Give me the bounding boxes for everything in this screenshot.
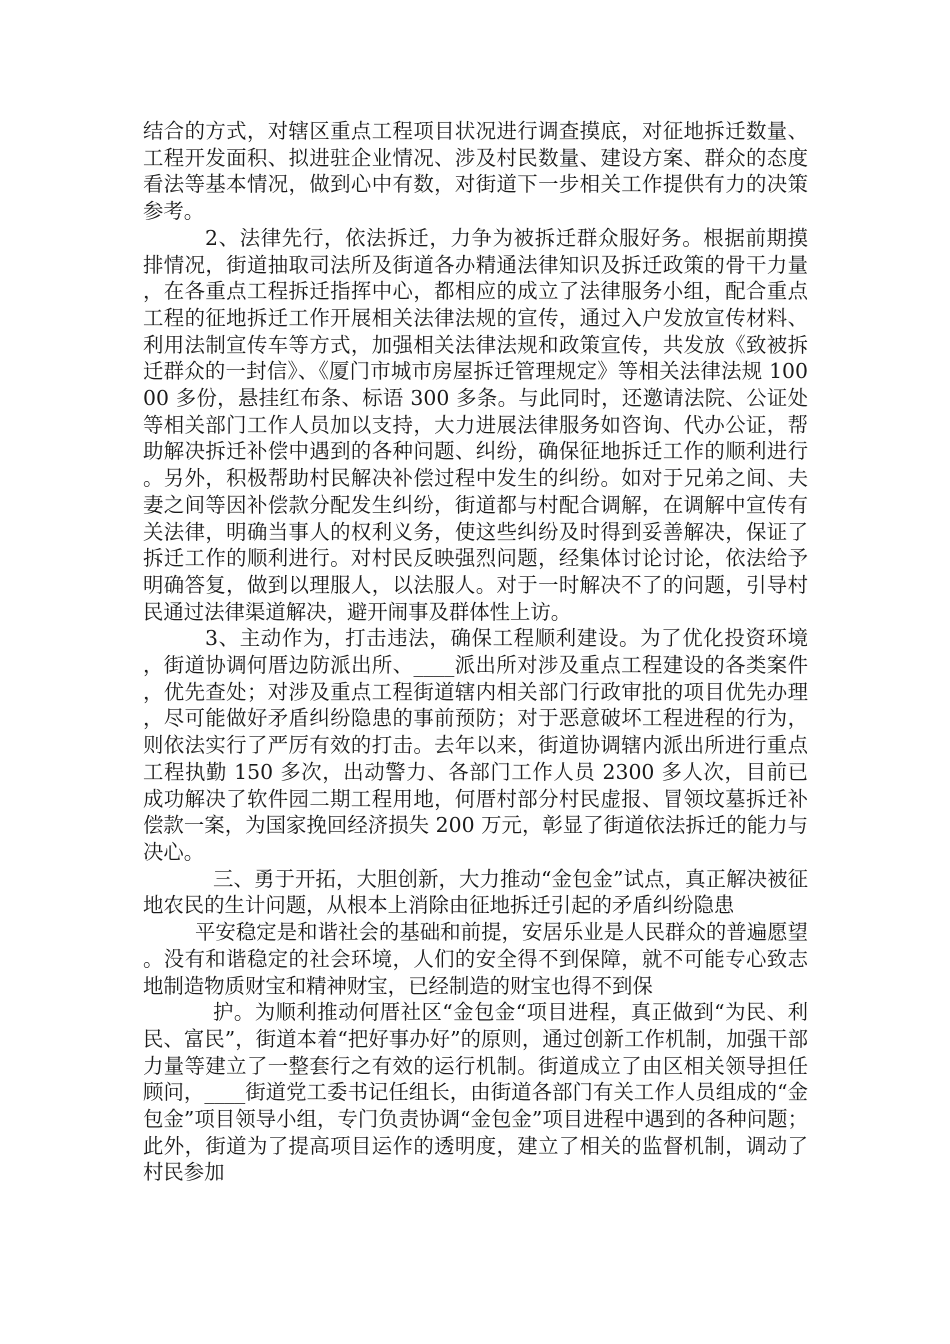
- paragraph-protection: 护。为顺利推动何厝社区“金包金“项目进程，真正做到“为民、利民、富民”，街道本着“把好事办好”的原则，通过创新工作机制，加强干部力量等建立了一整套行之有效的运行机制。街道成立了由区相关领导担任顾问，____街道党工委书记任组长，由街道各部门有关工作人员组成的“金包金”项目领导小组，专门负责协调“金包金”项目进程中遇到的各种问题；此外，街道为了提高项目运作的透明度，建立了相关的监督机制，调动了村民参加: [143, 1000, 808, 1185]
- document-body: [143, 118, 808, 1186]
- paragraph-continuation: 结合的方式，对辖区重点工程项目状况进行调查摸底，对征地拆迁数量、工程开发面积、拟进驻企业情况、涉及村民数量、建设方案、群众的态度看法等基本情况，做到心中有数，对街道下一步相关工作提供有力的决策参考。: [143, 119, 808, 224]
- section-heading-three: 三、勇于开拓，大胆创新，大力推动“金包金”试点，真正解决被征地农民的生计问题，从根本上消除由征地拆迁引起的矛盾纠纷隐患: [143, 866, 808, 918]
- paragraph-legal-first: 2、法律先行，依法拆迁，力争为被拆迁群众服好务。根据前期摸排情况，街道抽取司法所及街道各办精通法律知识及拆迁政策的骨干力量，在各重点工程拆迁指挥中心，都相应的成立了法律服务小组，配合重点工程的征地拆迁工作开展相关法律法规的宣传，通过入户发放宣传材料、利用法制宣传车等方式，加强相关法律法规和政策宣传，共发放《致被拆迁群众的一封信》、《厦门市城市房屋拆迁管理规定》等相关法律法规 10000 多份，悬挂红布条、标语 300 多条。与此同时，还邀请法院、公证处等相关部门工作人员加以支持，大力进展法律服务如咨询、代办公证，帮助解决拆迁补偿中遇到的各种问题、纠纷，确保征地拆迁工作的顺利进行。另外，积极帮助村民解决补偿过程中发生的纠纷。如对于兄弟之间、夫妻之间等因补偿款分配发生纠纷，街道都与村配合调解，在调解中宣传有关法律，明确当事人的权利义务，使这些纠纷及时得到妥善解决，保证了拆迁工作的顺利进行。对村民反映强烈问题，经集体讨论讨论，依法给予明确答复，做到以理服人，以法服人。对于一时解决不了的问题，引导村民通过法律渠道解决，避开闹事及群体性上访。: [143, 225, 808, 624]
- paragraph-active-action: 3、主动作为，打击违法，确保工程顺利建设。为了优化投资环境，街道协调何厝边防派出所、____派出所对涉及重点工程建设的各类案件，优先查处；对涉及重点工程街道辖内相关部门行政审批的项目优先办理，尽可能做好矛盾纠纷隐患的事前预防；对于恶意破坏工程进程的行为，则依法实行了严厉有效的打击。去年以来，街道协调辖内派出所进行重点工程执勤 150 多次，出动警力、各部门工作人员 2300 多人次，目前已成功解决了软件园二期工程用地，何厝村部分村民虚报、冒领坟墓拆迁补偿款一案，为国家挽回经济损失 200 万元，彰显了街道依法拆迁的能力与决心。: [143, 626, 808, 864]
- paragraph-stability: 平安稳定是和谐社会的基础和前提，安居乐业是人民群众的普遍愿望。没有和谐稳定的社会环境，人们的安全得不到保障，就不可能专心致志地制造物质财宝和精神财宝，已经制造的财宝也得不到保: [143, 920, 808, 998]
